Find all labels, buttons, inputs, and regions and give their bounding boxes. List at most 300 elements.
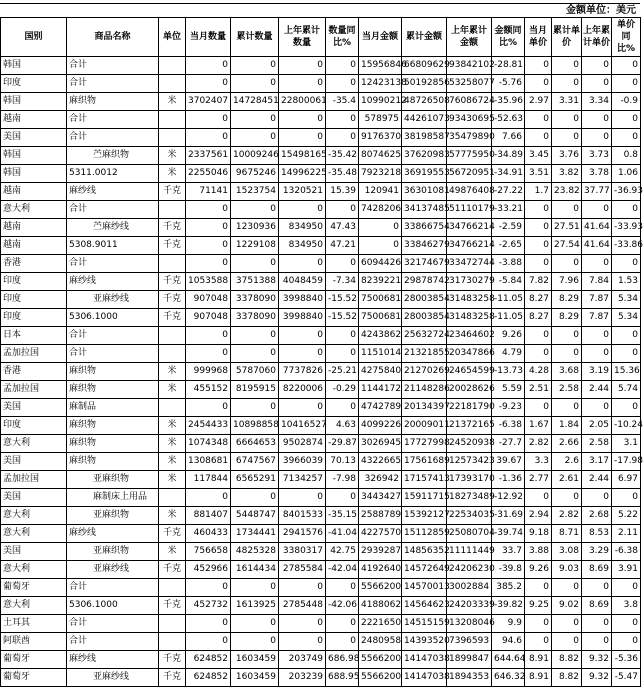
cell-value[interactable]: 2939287: [359, 543, 402, 561]
cell-value[interactable]: 18273489: [447, 489, 492, 507]
cell-value[interactable]: 3026945: [359, 435, 402, 453]
cell-value[interactable]: 9675246: [231, 165, 279, 183]
cell-value[interactable]: 8.53: [582, 525, 612, 543]
cell-value[interactable]: -41.04: [326, 525, 359, 543]
cell-value[interactable]: 1.53: [612, 273, 641, 291]
cell-value[interactable]: 0: [525, 579, 552, 597]
table-row[interactable]: [1, 525, 641, 543]
table-row[interactable]: [1, 381, 641, 399]
table-row[interactable]: [1, 345, 641, 363]
cell-value[interactable]: 0: [525, 75, 552, 93]
cell-value[interactable]: 5787060: [231, 363, 279, 381]
cell-value[interactable]: 999968: [186, 363, 231, 381]
cell-value[interactable]: 3.78: [582, 165, 612, 183]
cell-country[interactable]: 孟加拉国: [1, 471, 67, 489]
cell-value[interactable]: 5.34: [612, 309, 641, 327]
cell-unit[interactable]: [159, 129, 186, 147]
cell-value[interactable]: 2480958: [359, 633, 402, 651]
cell-country[interactable]: 印度: [1, 75, 67, 93]
cell-value[interactable]: -15.52: [326, 309, 359, 327]
cell-value[interactable]: -0.9: [612, 93, 641, 111]
cell-value[interactable]: 3.29: [582, 543, 612, 561]
cell-value[interactable]: 5448747: [231, 507, 279, 525]
cell-value[interactable]: 4099226: [359, 417, 402, 435]
cell-value[interactable]: 624852: [186, 651, 231, 669]
cell-value[interactable]: -5.84: [492, 273, 525, 291]
cell-value[interactable]: 1894353: [447, 669, 492, 687]
table-row[interactable]: [1, 147, 641, 165]
table-row[interactable]: [1, 453, 641, 471]
column-header[interactable]: 上年累计数量: [279, 18, 326, 57]
cell-value[interactable]: -31.69: [492, 507, 525, 525]
cell-product[interactable]: 5306.1000: [67, 597, 159, 615]
cell-value[interactable]: 21321855: [402, 345, 447, 363]
table-row[interactable]: [1, 273, 641, 291]
cell-country[interactable]: 越南: [1, 111, 67, 129]
table-row[interactable]: [1, 75, 641, 93]
cell-product[interactable]: 亚麻织物: [67, 507, 159, 525]
cell-country[interactable]: 越南: [1, 237, 67, 255]
cell-value[interactable]: 0: [525, 57, 552, 75]
cell-value[interactable]: 0: [186, 129, 231, 147]
cell-value[interactable]: 21148286: [402, 381, 447, 399]
cell-value[interactable]: 0: [525, 237, 552, 255]
cell-value[interactable]: 0: [231, 345, 279, 363]
column-header[interactable]: 单价同比%: [612, 18, 641, 57]
cell-country[interactable]: 印度: [1, 273, 67, 291]
cell-value[interactable]: 20009011: [402, 417, 447, 435]
cell-value[interactable]: 0: [612, 255, 641, 273]
cell-value[interactable]: 0: [231, 129, 279, 147]
cell-product[interactable]: 合计: [67, 327, 159, 345]
cell-value[interactable]: -5.47: [612, 669, 641, 687]
cell-value[interactable]: -35.4: [326, 93, 359, 111]
cell-product[interactable]: 合计: [67, 201, 159, 219]
cell-value[interactable]: 834950: [279, 237, 326, 255]
cell-value[interactable]: 3443427: [359, 489, 402, 507]
cell-value[interactable]: 0: [582, 327, 612, 345]
cell-value[interactable]: 17157413: [402, 471, 447, 489]
cell-value[interactable]: 0: [582, 615, 612, 633]
cell-value[interactable]: 14570013: [402, 579, 447, 597]
cell-value[interactable]: 8401533: [279, 507, 326, 525]
cell-value[interactable]: 24206230: [447, 561, 492, 579]
cell-value[interactable]: 41.64: [582, 237, 612, 255]
cell-value[interactable]: 8.82: [552, 651, 582, 669]
cell-value[interactable]: 5.34: [612, 291, 641, 309]
cell-value[interactable]: 4227570: [359, 525, 402, 543]
cell-product[interactable]: 亚麻纱线: [67, 291, 159, 309]
cell-value[interactable]: 15.39: [326, 183, 359, 201]
cell-unit[interactable]: 米: [159, 363, 186, 381]
cell-value[interactable]: 22534035: [447, 507, 492, 525]
table-row[interactable]: [1, 615, 641, 633]
cell-value[interactable]: -11.05: [492, 291, 525, 309]
table-row[interactable]: [1, 417, 641, 435]
cell-value[interactable]: 42.75: [326, 543, 359, 561]
column-header[interactable]: 当月单价: [525, 18, 552, 57]
cell-unit[interactable]: [159, 75, 186, 93]
cell-value[interactable]: 3.17: [582, 453, 612, 471]
cell-value[interactable]: 9.18: [525, 525, 552, 543]
cell-value[interactable]: 10009246: [231, 147, 279, 165]
cell-product[interactable]: 合计: [67, 345, 159, 363]
cell-value[interactable]: 10416527: [279, 417, 326, 435]
cell-country[interactable]: 韩国: [1, 93, 67, 111]
cell-value[interactable]: 7500681: [359, 309, 402, 327]
cell-value[interactable]: 2221650: [359, 615, 402, 633]
cell-value[interactable]: 0: [525, 129, 552, 147]
cell-value[interactable]: 4275840: [359, 363, 402, 381]
cell-value[interactable]: 460433: [186, 525, 231, 543]
cell-value[interactable]: -2.65: [492, 237, 525, 255]
cell-value[interactable]: 3.31: [552, 93, 582, 111]
cell-value[interactable]: 3002884: [447, 579, 492, 597]
cell-value[interactable]: 0: [231, 57, 279, 75]
cell-value[interactable]: -27.22: [492, 183, 525, 201]
cell-country[interactable]: 越南: [1, 183, 67, 201]
cell-value[interactable]: 15956846: [359, 57, 402, 75]
cell-value[interactable]: 0: [279, 399, 326, 417]
cell-value[interactable]: 20347866: [447, 345, 492, 363]
cell-value[interactable]: 3.51: [525, 165, 552, 183]
cell-value[interactable]: 33846279: [402, 237, 447, 255]
cell-product[interactable]: 合计: [67, 75, 159, 93]
cell-country[interactable]: 意大利: [1, 525, 67, 543]
cell-value[interactable]: 834950: [279, 219, 326, 237]
cell-value[interactable]: 0: [326, 633, 359, 651]
cell-value[interactable]: 907048: [186, 291, 231, 309]
cell-value[interactable]: 0: [231, 255, 279, 273]
cell-value[interactable]: 4825328: [231, 543, 279, 561]
cell-value[interactable]: -42.04: [326, 561, 359, 579]
cell-value[interactable]: -5.36: [612, 651, 641, 669]
cell-value[interactable]: 11111449: [447, 543, 492, 561]
cell-value[interactable]: 1.67: [525, 417, 552, 435]
cell-country[interactable]: 葡萄牙: [1, 669, 67, 687]
cell-product[interactable]: 麻织物: [67, 93, 159, 111]
cell-unit[interactable]: [159, 579, 186, 597]
cell-unit[interactable]: 千克: [159, 309, 186, 327]
cell-value[interactable]: 56720951: [447, 165, 492, 183]
cell-country[interactable]: 阿联酋: [1, 633, 67, 651]
cell-value[interactable]: 2.68: [582, 507, 612, 525]
cell-value[interactable]: -33.93: [612, 219, 641, 237]
cell-value[interactable]: 14564623: [402, 597, 447, 615]
cell-country[interactable]: 土耳其: [1, 615, 67, 633]
cell-country[interactable]: 香港: [1, 255, 67, 273]
cell-value[interactable]: 6664653: [231, 435, 279, 453]
cell-value[interactable]: 1230936: [231, 219, 279, 237]
cell-value[interactable]: 20134397: [402, 399, 447, 417]
cell-product[interactable]: 麻纱线: [67, 525, 159, 543]
table-row[interactable]: [1, 543, 641, 561]
table-row[interactable]: [1, 633, 641, 651]
cell-value[interactable]: 17727998: [402, 435, 447, 453]
cell-value[interactable]: 0: [186, 489, 231, 507]
cell-value[interactable]: 70.13: [326, 453, 359, 471]
cell-value[interactable]: 24203339: [447, 597, 492, 615]
cell-unit[interactable]: 米: [159, 435, 186, 453]
cell-value[interactable]: 5.74: [612, 381, 641, 399]
cell-unit[interactable]: 千克: [159, 291, 186, 309]
cell-value[interactable]: 0: [612, 57, 641, 75]
column-header[interactable]: 数量同比%: [326, 18, 359, 57]
cell-value[interactable]: 0: [552, 399, 582, 417]
cell-value[interactable]: 25080704: [447, 525, 492, 543]
cell-value[interactable]: 385.2: [492, 579, 525, 597]
cell-value[interactable]: 3.73: [582, 147, 612, 165]
cell-value[interactable]: 0: [186, 57, 231, 75]
cell-value[interactable]: 756658: [186, 543, 231, 561]
cell-value[interactable]: 34766214: [447, 237, 492, 255]
cell-value[interactable]: 0: [279, 615, 326, 633]
cell-value[interactable]: -17.98: [612, 453, 641, 471]
cell-unit[interactable]: 千克: [159, 561, 186, 579]
column-header[interactable]: 累计金额: [402, 18, 447, 57]
cell-value[interactable]: 644.64: [492, 651, 525, 669]
cell-value[interactable]: 3.88: [525, 543, 552, 561]
cell-country[interactable]: 意大利: [1, 561, 67, 579]
cell-value[interactable]: 31730279: [447, 273, 492, 291]
cell-value[interactable]: -29.87: [326, 435, 359, 453]
cell-value[interactable]: 0: [582, 201, 612, 219]
cell-value[interactable]: 0: [279, 75, 326, 93]
cell-value[interactable]: 1053588: [186, 273, 231, 291]
table-row[interactable]: [1, 327, 641, 345]
cell-value[interactable]: 0: [186, 345, 231, 363]
cell-value[interactable]: 47.21: [326, 237, 359, 255]
cell-value[interactable]: 7500681: [359, 291, 402, 309]
cell-value[interactable]: 4.79: [492, 345, 525, 363]
cell-value[interactable]: 7.96: [552, 273, 582, 291]
cell-product[interactable]: 合计: [67, 57, 159, 75]
cell-value[interactable]: 2.94: [525, 507, 552, 525]
cell-value[interactable]: 0: [186, 399, 231, 417]
cell-value[interactable]: 3998840: [279, 309, 326, 327]
cell-value[interactable]: 4048459: [279, 273, 326, 291]
table-row[interactable]: [1, 219, 641, 237]
cell-value[interactable]: 0: [525, 489, 552, 507]
cell-value[interactable]: 2.77: [525, 471, 552, 489]
cell-value[interactable]: 0: [359, 237, 402, 255]
cell-value[interactable]: 0: [612, 399, 641, 417]
cell-value[interactable]: -15.52: [326, 291, 359, 309]
column-header[interactable]: 累计数量: [231, 18, 279, 57]
cell-value[interactable]: 3.68: [552, 363, 582, 381]
cell-value[interactable]: 3378090: [231, 291, 279, 309]
cell-value[interactable]: 0: [612, 345, 641, 363]
cell-value[interactable]: -28.81: [492, 57, 525, 75]
cell-value[interactable]: -35.96: [492, 93, 525, 111]
table-row[interactable]: [1, 129, 641, 147]
column-header[interactable]: 当月金额: [359, 18, 402, 57]
cell-value[interactable]: 8.29: [552, 309, 582, 327]
cell-product[interactable]: 麻纱线: [67, 651, 159, 669]
cell-unit[interactable]: 米: [159, 453, 186, 471]
table-row[interactable]: [1, 201, 641, 219]
cell-value[interactable]: 203239: [279, 669, 326, 687]
cell-value[interactable]: 646.32: [492, 669, 525, 687]
cell-unit[interactable]: 千克: [159, 219, 186, 237]
table-row[interactable]: [1, 471, 641, 489]
cell-value[interactable]: 0: [326, 201, 359, 219]
cell-value[interactable]: 12573423: [447, 453, 492, 471]
cell-value[interactable]: 8.91: [525, 669, 552, 687]
cell-value[interactable]: 1.84: [552, 417, 582, 435]
cell-unit[interactable]: 千克: [159, 273, 186, 291]
cell-country[interactable]: 葡萄牙: [1, 579, 67, 597]
cell-product[interactable]: 麻织物: [67, 363, 159, 381]
cell-value[interactable]: -39.8: [492, 561, 525, 579]
cell-value[interactable]: 22181790: [447, 399, 492, 417]
cell-value[interactable]: 6565291: [231, 471, 279, 489]
cell-value[interactable]: 0: [279, 57, 326, 75]
cell-product[interactable]: 合计: [67, 633, 159, 651]
cell-country[interactable]: 美国: [1, 489, 67, 507]
cell-value[interactable]: 3378090: [231, 309, 279, 327]
table-row[interactable]: [1, 489, 641, 507]
cell-value[interactable]: 7.87: [582, 291, 612, 309]
cell-value[interactable]: 7923218: [359, 165, 402, 183]
cell-value[interactable]: 4.63: [326, 417, 359, 435]
cell-value[interactable]: 3702407: [186, 93, 231, 111]
cell-value[interactable]: 2454433: [186, 417, 231, 435]
cell-product[interactable]: 麻织物: [67, 453, 159, 471]
cell-value[interactable]: -6.38: [492, 417, 525, 435]
cell-value[interactable]: 0: [582, 111, 612, 129]
cell-value[interactable]: 7396593: [447, 633, 492, 651]
cell-value[interactable]: 41.64: [582, 219, 612, 237]
cell-value[interactable]: 9.32: [582, 651, 612, 669]
cell-value[interactable]: 3.45: [525, 147, 552, 165]
cell-value[interactable]: 2.58: [582, 435, 612, 453]
cell-unit[interactable]: 米: [159, 381, 186, 399]
cell-value[interactable]: 8.69: [582, 597, 612, 615]
cell-value[interactable]: 2588789: [359, 507, 402, 525]
cell-value[interactable]: 4243862: [359, 327, 402, 345]
cell-value[interactable]: 7134257: [279, 471, 326, 489]
cell-value[interactable]: 0: [326, 345, 359, 363]
cell-product[interactable]: 苎麻纱线: [67, 219, 159, 237]
cell-value[interactable]: 27.51: [552, 219, 582, 237]
cell-value[interactable]: 326942: [359, 471, 402, 489]
cell-value[interactable]: 93430695: [447, 111, 492, 129]
cell-value[interactable]: 2.61: [552, 471, 582, 489]
cell-value[interactable]: 0: [326, 129, 359, 147]
cell-value[interactable]: 31483258: [447, 309, 492, 327]
cell-value[interactable]: 38198587: [402, 129, 447, 147]
cell-value[interactable]: 0: [231, 201, 279, 219]
cell-unit[interactable]: [159, 255, 186, 273]
cell-value[interactable]: 8.27: [525, 309, 552, 327]
cell-value[interactable]: 39.67: [492, 453, 525, 471]
cell-value[interactable]: 688.95: [326, 669, 359, 687]
cell-product[interactable]: 合计: [67, 615, 159, 633]
cell-value[interactable]: 8.91: [525, 651, 552, 669]
cell-value[interactable]: 57775950: [447, 147, 492, 165]
cell-value[interactable]: 0: [231, 489, 279, 507]
cell-value[interactable]: 34766214: [447, 219, 492, 237]
cell-value[interactable]: 0: [612, 579, 641, 597]
cell-value[interactable]: 34137485: [402, 201, 447, 219]
cell-country[interactable]: 意大利: [1, 435, 67, 453]
cell-value[interactable]: 0.8: [612, 147, 641, 165]
column-header[interactable]: 金额同比%: [492, 18, 525, 57]
cell-value[interactable]: 0: [552, 327, 582, 345]
cell-value[interactable]: 28003854: [402, 291, 447, 309]
cell-value[interactable]: 8.27: [525, 291, 552, 309]
cell-value[interactable]: -52.63: [492, 111, 525, 129]
cell-value[interactable]: 0: [279, 255, 326, 273]
cell-product[interactable]: 5306.1000: [67, 309, 159, 327]
cell-value[interactable]: 9.26: [525, 561, 552, 579]
cell-value[interactable]: 0: [186, 579, 231, 597]
cell-value[interactable]: 2.05: [582, 417, 612, 435]
cell-unit[interactable]: [159, 633, 186, 651]
cell-value[interactable]: 0: [279, 111, 326, 129]
cell-value[interactable]: 0: [279, 129, 326, 147]
cell-value[interactable]: 0: [326, 489, 359, 507]
cell-value[interactable]: 0: [186, 327, 231, 345]
cell-value[interactable]: 0: [612, 129, 641, 147]
cell-unit[interactable]: [159, 327, 186, 345]
cell-value[interactable]: 1734441: [231, 525, 279, 543]
cell-value[interactable]: 1144172: [359, 381, 402, 399]
cell-value[interactable]: -7.98: [326, 471, 359, 489]
cell-product[interactable]: 麻制品: [67, 399, 159, 417]
cell-unit[interactable]: 米: [159, 543, 186, 561]
cell-value[interactable]: 0: [231, 615, 279, 633]
cell-value[interactable]: 50192856: [402, 75, 447, 93]
cell-value[interactable]: -42.06: [326, 597, 359, 615]
cell-country[interactable]: 美国: [1, 453, 67, 471]
column-header[interactable]: 上年累计单价: [582, 18, 612, 57]
cell-value[interactable]: 31483258: [447, 291, 492, 309]
column-header[interactable]: 累计单价: [552, 18, 582, 57]
cell-value[interactable]: -2.59: [492, 219, 525, 237]
cell-value[interactable]: 0: [612, 75, 641, 93]
cell-value[interactable]: 14572649: [402, 561, 447, 579]
cell-unit[interactable]: [159, 201, 186, 219]
cell-value[interactable]: 0: [552, 615, 582, 633]
cell-value[interactable]: -11.05: [492, 309, 525, 327]
cell-product[interactable]: 亚麻纱线: [67, 561, 159, 579]
table-row[interactable]: [1, 255, 641, 273]
cell-value[interactable]: -35.48: [326, 165, 359, 183]
cell-value[interactable]: 0: [326, 327, 359, 345]
cell-product[interactable]: 麻织物: [67, 417, 159, 435]
cell-value[interactable]: 0: [326, 579, 359, 597]
cell-value[interactable]: 0: [525, 399, 552, 417]
cell-value[interactable]: -33.86: [612, 237, 641, 255]
cell-country[interactable]: 日本: [1, 327, 67, 345]
cell-value[interactable]: 0: [552, 111, 582, 129]
cell-value[interactable]: 4742789: [359, 399, 402, 417]
cell-value[interactable]: -6.38: [612, 543, 641, 561]
cell-unit[interactable]: [159, 111, 186, 129]
cell-value[interactable]: -25.21: [326, 363, 359, 381]
cell-unit[interactable]: 千克: [159, 237, 186, 255]
cell-value[interactable]: 452966: [186, 561, 231, 579]
cell-value[interactable]: 0: [326, 399, 359, 417]
cell-value[interactable]: 53258077: [447, 75, 492, 93]
cell-value[interactable]: -1.36: [492, 471, 525, 489]
column-header[interactable]: 单位: [159, 18, 186, 57]
cell-value[interactable]: -5.76: [492, 75, 525, 93]
cell-value[interactable]: 5.22: [612, 507, 641, 525]
cell-value[interactable]: 8.82: [552, 669, 582, 687]
